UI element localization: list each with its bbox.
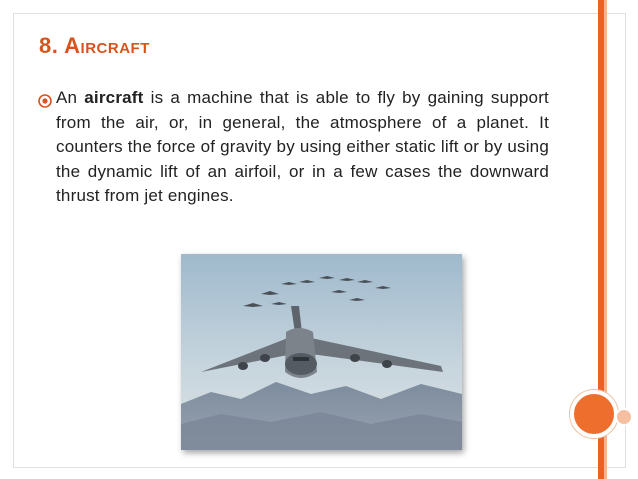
body-paragraph <box>56 86 549 209</box>
decorative-circle-large <box>570 390 618 438</box>
paragraph-rest: is a machine that is able to fly by gaining support from the air, or, in general, the atmosphere of a planet. It counters the force of gravity by using either static lift or by using the dynamic lift of an airfoil, or in a few cases the downward thrust from jet engines. <box>56 88 549 205</box>
paragraph-intro: An <box>56 88 78 107</box>
aircraft-photo <box>181 254 462 450</box>
target-bullet-icon <box>38 94 52 111</box>
slide-title <box>39 33 150 59</box>
decorative-circle-small <box>615 408 633 426</box>
title-text: 8. Aircraft <box>39 33 150 58</box>
paragraph-term: aircraft <box>84 88 144 107</box>
